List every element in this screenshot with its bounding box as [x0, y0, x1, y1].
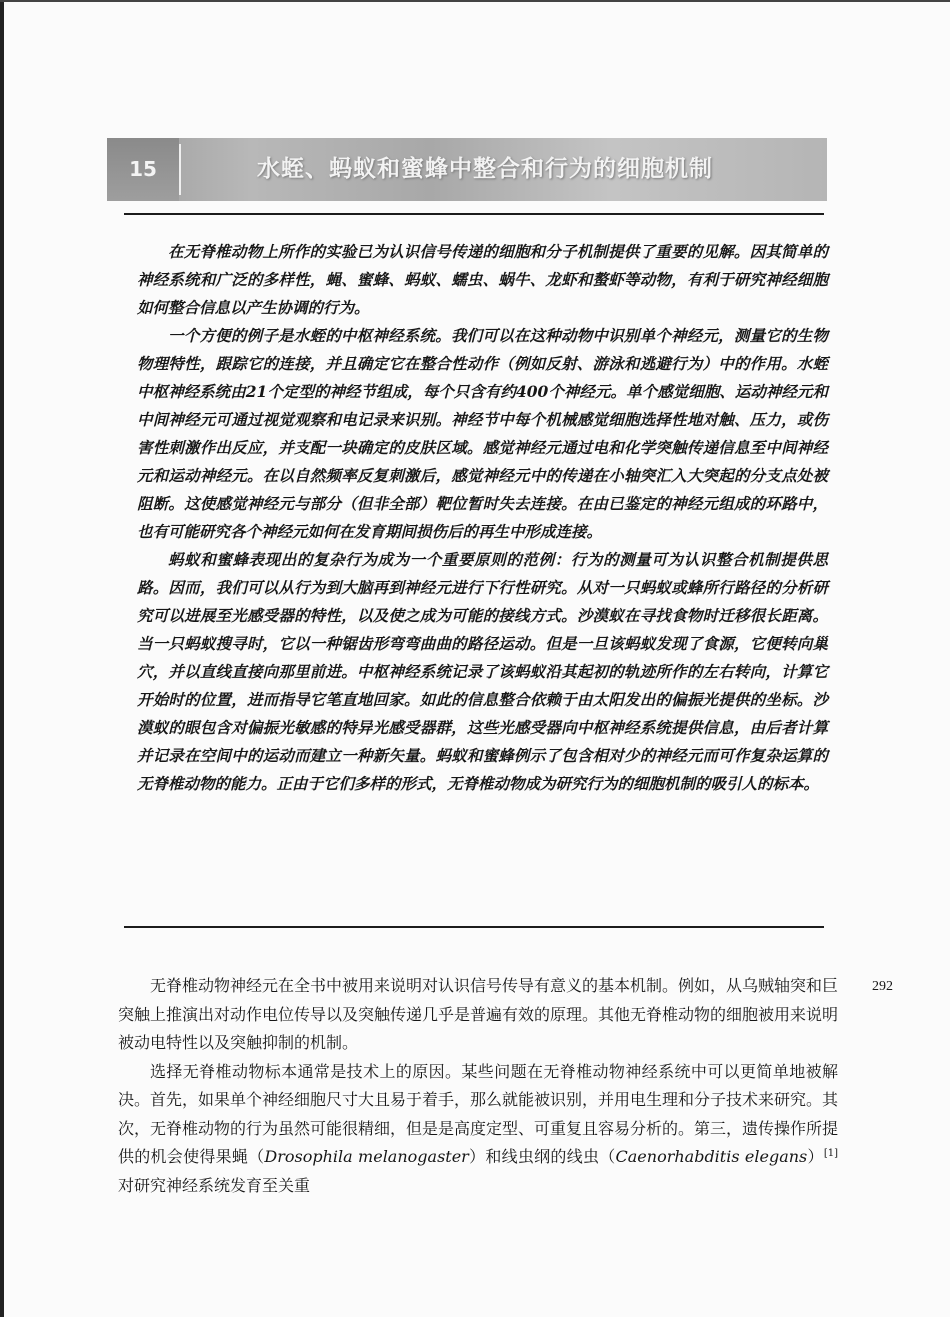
body-text-segment: 选择无脊椎动物标本通常是技术上的原因。某些问题在无脊椎动物神经系统中可以更简单地被解决。首先，如果单个神经细胞尺寸大且易于着手，那么就能被识别，并用电生理和分子技术来研究。其次，无脊椎动物的行为虽然可能很精细，但是是高度定型、可重复且容易分析的。第三，遗传操作所提供的机会使得果蝇（: [118, 1061, 839, 1166]
citation-ref: [1]: [823, 1148, 838, 1159]
body-text-segment: ）: [807, 1147, 824, 1166]
chapter-abstract: [137, 238, 828, 798]
body-paragraph-2: [118, 1058, 838, 1201]
body-text-segment: 对研究神经系统发育至关重: [118, 1175, 311, 1195]
chapter-number: 15: [107, 138, 179, 201]
species-name-drosophila: Drosophila melanogaster: [264, 1147, 469, 1166]
chapter-separator: [179, 144, 181, 195]
body-text: [118, 972, 838, 1200]
chapter-banner: [107, 138, 827, 201]
scan-edge-top: [0, 0, 950, 2]
margin-page-number: 292: [872, 979, 893, 994]
chapter-title: 水蛭、蚂蚁和蜜蜂中整合和行为的细胞机制: [257, 156, 713, 182]
abstract-bottom-rule: [124, 926, 824, 928]
abstract-top-rule: [124, 213, 824, 215]
scan-edge-left: [0, 0, 4, 1317]
body-text-segment: ）和线虫纲的线虫（: [468, 1147, 616, 1166]
abstract-paragraph-2: 一个方便的例子是水蛭的中枢神经系统。我们可以在这种动物中识别单个神经元，测量它的生物物理特性，跟踪它的连接，并且确定它在整合性动作（例如反射、游泳和逃避行为）中的作用。水蛭中枢神经系统由21个定型的神经节组成，每个只含有约400个神经元。单个感觉细胞、运动神经元和中间神经元可通过视觉观察和电记录来识别。神经节中每个机械感觉细胞选择性地对触、压力，或伤害性刺激作出反应，并支配一块确定的皮肤区域。感觉神经元通过电和化学突触传递信息至中间神经元和运动神经元。在以自然频率反复刺激后，感觉神经元中的传递在小轴突汇入大突起的分支点处被阻断。这使感觉神经元与部分（但非全部）靶位暂时失去连接。在由已鉴定的神经元组成的环路中，也有可能研究各个神经元如何在发育期间损伤后的再生中形成连接。: [137, 326, 828, 541]
abstract-paragraph-3: 蚂蚁和蜜蜂表现出的复杂行为成为一个重要原则的范例：行为的测量可为认识整合机制提供思路。因而，我们可以从行为到大脑再到神经元进行下行性研究。从对一只蚂蚁或蜂所行路径的分析研究可以进展至光感受器的特性，以及使之成为可能的接线方式。沙漠蚁在寻找食物时迁移很长距离。当一只蚂蚁搜寻时，它以一种锯齿形弯弯曲曲的路径运动。但是一旦该蚂蚁发现了食源，它便转向巢穴，并以直线直接向那里前进。中枢神经系统记录了该蚂蚁沿其起初的轨迹所作的左右转向，计算它开始时的位置，进而指导它笔直地回家。如此的信息整合依赖于由太阳发出的偏振光提供的坐标。沙漠蚁的眼包含对偏振光敏感的特异光感受器群，这些光感受器向中枢神经系统提供信息，由后者计算并记录在空间中的运动而建立一种新矢量。蚂蚁和蜜蜂例示了包含相对少的神经元而可作复杂运算的无脊椎动物的能力。正由于它们多样的形式，无脊椎动物成为研究行为的细胞机制的吸引人的标本。: [137, 550, 828, 793]
body-paragraph-1: 无脊椎动物神经元在全书中被用来说明对认识信号传导有意义的基本机制。例如，从乌贼轴突和巨突触上推演出对动作电位传导以及突触传递几乎是普遍有效的原理。其他无脊椎动物的细胞被用来说明被动电特性以及突触抑制的机制。: [118, 976, 839, 1052]
species-name-caenorhabditis: Caenorhabditis elegans: [615, 1147, 808, 1166]
abstract-paragraph-1: 在无脊椎动物上所作的实验已为认识信号传递的细胞和分子机制提供了重要的见解。因其简单的神经系统和广泛的多样性，蝇、蜜蜂、蚂蚁、蠕虫、蜗牛、龙虾和螯虾等动物，有利于研究神经细胞如何整合信息以产生协调的行为。: [137, 242, 828, 317]
